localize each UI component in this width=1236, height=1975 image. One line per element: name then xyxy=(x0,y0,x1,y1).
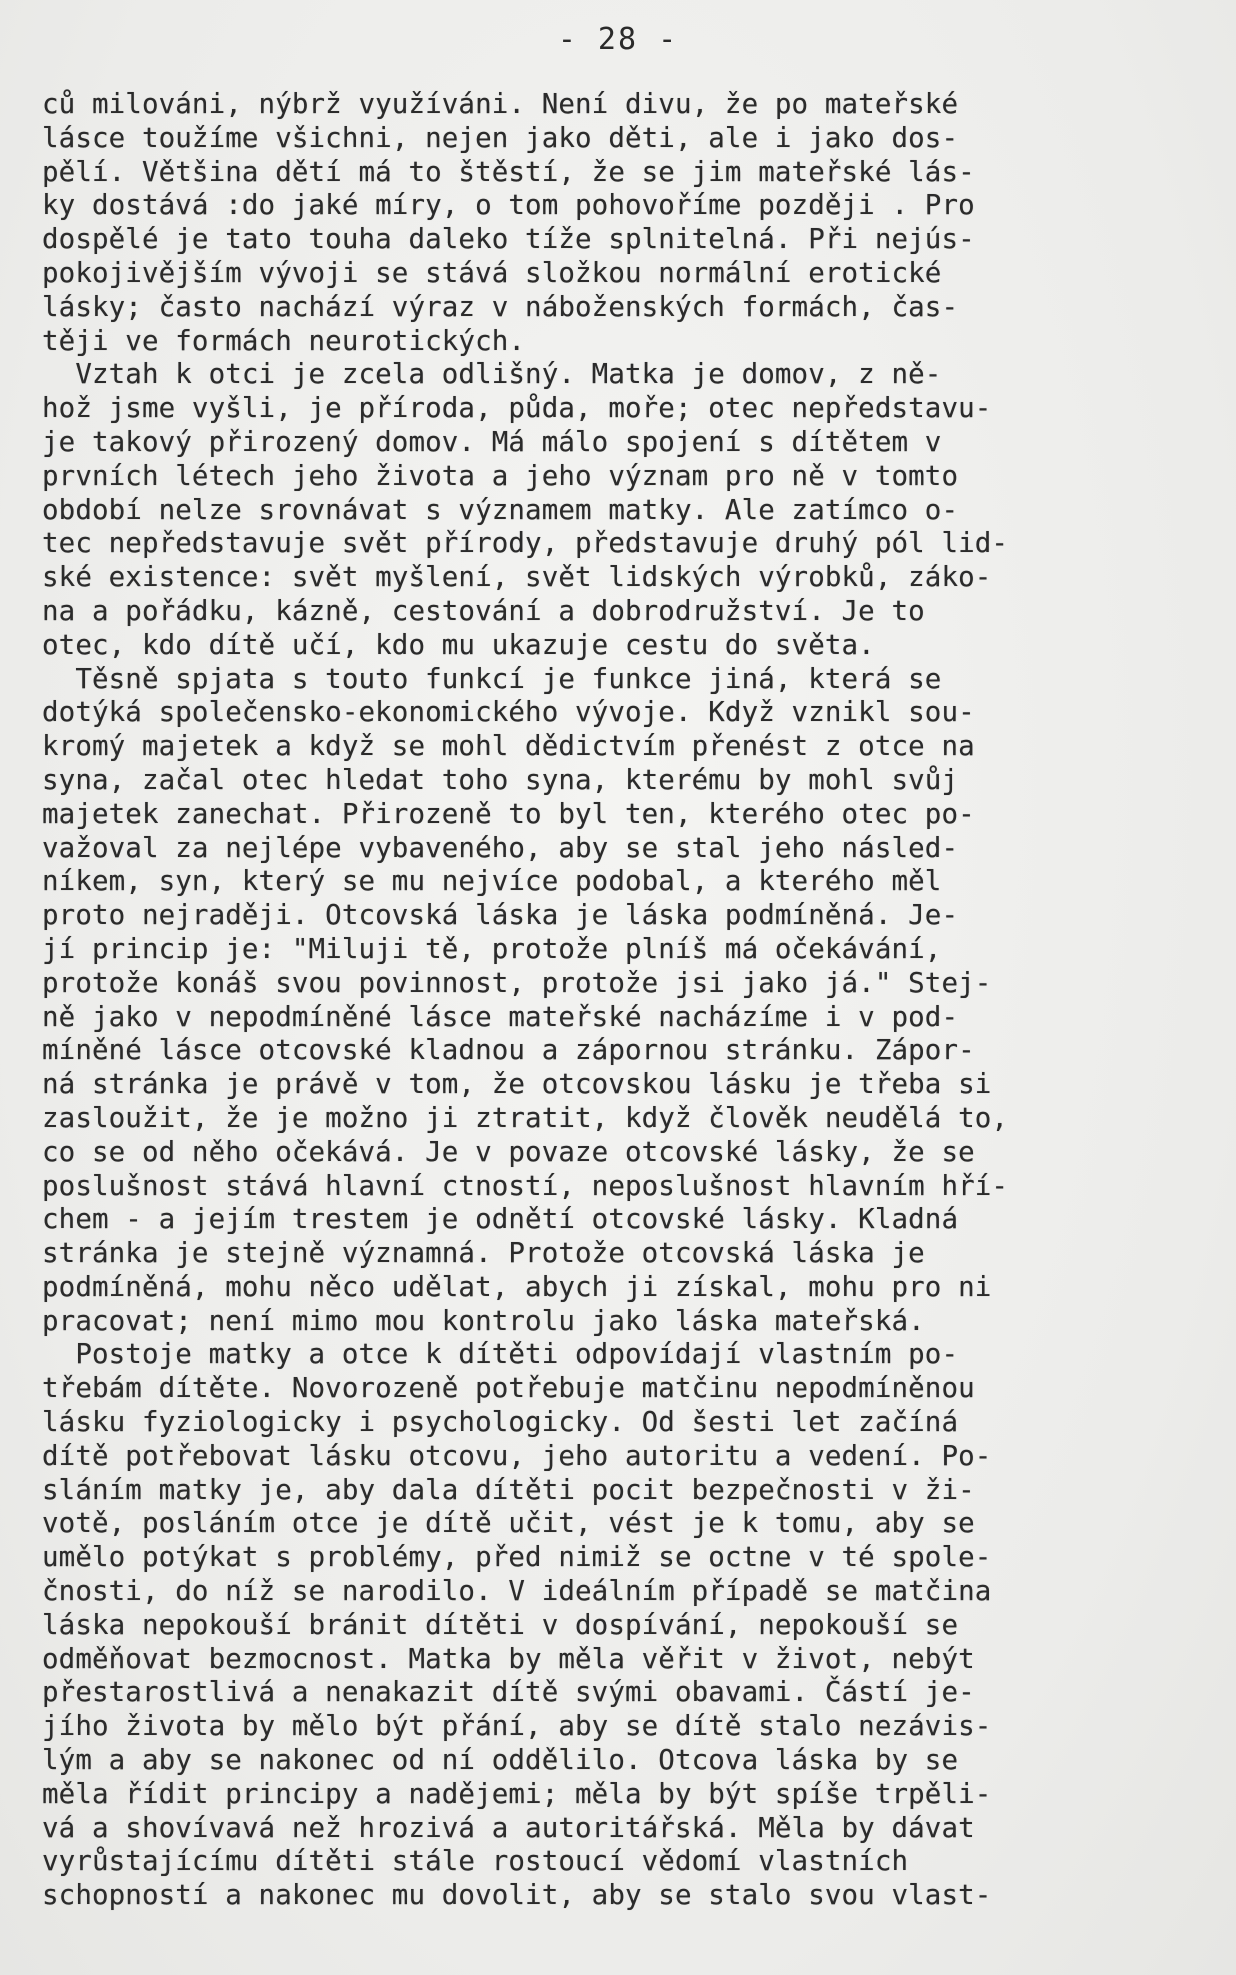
text-line: poslušnost stává hlavní ctností, neposlušnost hlavním hří- xyxy=(42,1169,1009,1202)
text-line: Postoje matky a otce k dítěti odpovídají vlastním po- xyxy=(42,1338,959,1371)
text-line: vyrůstajícímu dítěti stále rostoucí vědomí vlastních xyxy=(42,1845,909,1878)
text-line: zasloužit, že je možno ji ztratit, když člověk neudělá to, xyxy=(42,1101,1009,1134)
text-line: čnosti, do níž se narodilo. V ideálním případě se matčina xyxy=(42,1575,992,1608)
text-line: ců milováni, nýbrž využíváni. Není divu, že po mateřské xyxy=(42,88,959,120)
page-number: - 28 - xyxy=(557,22,679,57)
text-line: pokojivějším vývoji se stává složkou normální erotické xyxy=(42,256,942,289)
text-line: Těsně spjata s touto funkcí je funkce jiná, která se xyxy=(42,662,942,695)
text-line: ské existence: svět myšlení, svět lidských výrobků, záko- xyxy=(42,561,992,594)
text-line: prvních létech jeho života a jeho význam pro ně v tomto xyxy=(42,459,959,492)
text-line: dotýká společensko-ekonomického vývoje. Když vznikl sou- xyxy=(42,696,975,729)
text-line: hož jsme vyšli, je příroda, půda, moře; otec nepředstavu- xyxy=(42,392,992,425)
text-line: ná stránka je právě v tom, že otcovskou lásku je třeba si xyxy=(42,1068,992,1101)
text-line: na a pořádku, kázně, cestování a dobrodružství. Je to xyxy=(42,594,925,627)
text-line: votě, posláním otce je dítě učit, vést je k tomu, aby se xyxy=(42,1507,975,1540)
text-line: ky dostává :do jaké míry, o tom pohovoříme později . Pro xyxy=(42,189,975,222)
text-line: lým a aby se nakonec od ní oddělilo. Otcova láska by se xyxy=(42,1744,959,1777)
text-line: vá a shovívavá než hrozivá a autoritářská. Měla by dávat xyxy=(42,1811,975,1844)
text-line: Vztah k otci je zcela odlišný. Matka je domov, z ně- xyxy=(42,358,942,391)
text-line: lásky; často nachází výraz v náboženských formách, čas- xyxy=(42,290,959,323)
text-line: tec nepředstavuje svět přírody, představuje druhý pól lid- xyxy=(42,527,1009,560)
text-line: jí princip je: "Miluji tě, protože plníš má očekávání, xyxy=(42,932,942,965)
text-line: chem - a jejím trestem je odnětí otcovské lásky. Kladná xyxy=(42,1203,959,1236)
text-line: stránka je stejně významná. Protože otcovská láska je xyxy=(42,1237,925,1270)
text-line: co se od něho očekává. Je v povaze otcovské lásky, že se xyxy=(42,1135,975,1168)
text-line: je takový přirozený domov. Má málo spojení s dítětem v xyxy=(42,425,942,458)
text-line: sláním matky je, aby dala dítěti pocit bezpečnosti v ži- xyxy=(42,1473,975,1506)
text-line: podmíněná, mohu něco udělat, abych ji získal, mohu pro ni xyxy=(42,1270,992,1303)
text-line: protože konáš svou povinnost, protože jsi jako já." Stej- xyxy=(42,966,992,999)
text-line: važoval za nejlépe vybaveného, aby se stal jeho násled- xyxy=(42,831,959,864)
body-text xyxy=(42,88,1212,1913)
text-line: třebám dítěte. Novorozeně potřebuje matčinu nepodmíněnou xyxy=(42,1372,975,1405)
text-line: ně jako v nepodmíněné lásce mateřské nacházíme i v pod- xyxy=(42,1000,959,1033)
text-line: proto nejraději. Otcovská láska je láska podmíněná. Je- xyxy=(42,899,959,932)
text-line: období nelze srovnávat s významem matky. Ale zatímco o- xyxy=(42,493,959,526)
text-line: umělo potýkat s problémy, před nimiž se octne v té spole- xyxy=(42,1541,992,1574)
text-line: otec, kdo dítě učí, kdo mu ukazuje cestu do světa. xyxy=(42,628,875,661)
text-line: lásce toužíme všichni, nejen jako děti, ale i jako dos- xyxy=(42,121,959,154)
text-line: syna, začal otec hledat toho syna, kterému by mohl svůj xyxy=(42,763,959,796)
text-line: majetek zanechat. Přirozeně to byl ten, kterého otec po- xyxy=(42,797,975,830)
text-line: přestarostlivá a nenakazit dítě svými obavami. Částí je- xyxy=(42,1676,975,1709)
text-line: láska nepokouší bránit dítěti v dospívání, nepokouší se xyxy=(42,1608,959,1641)
text-line: měla řídit principy a nadějemi; měla by být spíše trpěli- xyxy=(42,1777,992,1810)
text-line: odměňovat bezmocnost. Matka by měla věřit v život, nebýt xyxy=(42,1642,975,1675)
text-line: pělí. Většina dětí má to štěstí, že se jim mateřské lás- xyxy=(42,155,975,188)
text-line: lásku fyziologicky i psychologicky. Od šesti let začíná xyxy=(42,1406,959,1439)
text-line: níkem, syn, který se mu nejvíce podobal, a kterého měl xyxy=(42,865,942,898)
text-line: kromý majetek a když se mohl dědictvím přenést z otce na xyxy=(42,730,975,763)
text-line: schopností a nakonec mu dovolit, aby se stalo svou vlast- xyxy=(42,1879,992,1912)
text-line: jího života by mělo být přání, aby se dítě stalo nezávis- xyxy=(42,1710,992,1743)
text-line: míněné lásce otcovské kladnou a zápornou stránku. Zápor- xyxy=(42,1034,975,1067)
text-line: dospělé je tato touha daleko tíže splnitelná. Při nejús- xyxy=(42,223,975,256)
text-line: těji ve formách neurotických. xyxy=(42,324,526,357)
text-line: dítě potřebovat lásku otcovu, jeho autoritu a vedení. Po- xyxy=(42,1439,992,1472)
text-line: pracovat; není mimo mou kontrolu jako láska mateřská. xyxy=(42,1304,925,1337)
